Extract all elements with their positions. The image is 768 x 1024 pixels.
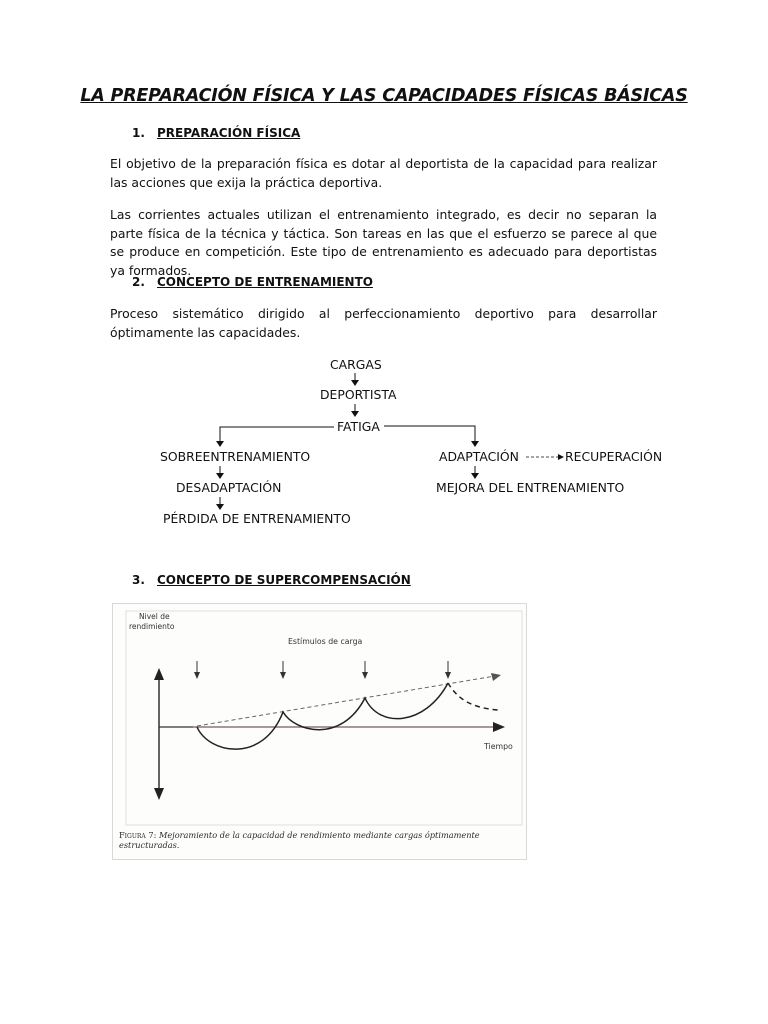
arrowhead-icon: [471, 441, 479, 447]
node-mejora: MEJORA DEL ENTRENAMIENTO: [436, 480, 625, 495]
trend-arrow-icon: [491, 673, 501, 681]
arrowhead-icon: [471, 473, 479, 479]
stimulus-arrow-icon: [445, 672, 451, 679]
x-axis-arrow-icon: [493, 722, 505, 732]
node-deportista: DEPORTISTA: [320, 387, 397, 402]
caption-text: Mejoramiento de la capacidad de rendimiento mediante cargas óptimamente estructuradas.: [119, 830, 480, 850]
stimulus-arrow-icon: [362, 672, 368, 679]
stimulus-label: Estímulos de carga: [288, 637, 363, 646]
stimulus-arrows: [197, 661, 448, 674]
node-perdida: PÉRDIDA DE ENTRENAMIENTO: [163, 511, 351, 526]
arrowhead-icon: [351, 411, 359, 417]
node-recuperacion: RECUPERACIÓN: [565, 449, 663, 464]
section-number: 2.: [132, 275, 145, 289]
node-desadaptacion: DESADAPTACIÓN: [176, 480, 282, 495]
section-number: 3.: [132, 573, 145, 587]
node-fatiga: FATIGA: [337, 419, 380, 434]
x-axis-label: Tiempo: [484, 742, 513, 751]
paragraph-text: El objetivo de la preparación física es dotar al deportista de la capacidad para realizar las acciones que exija la práctica deportiva.: [110, 156, 657, 190]
stimulus-arrow-icon: [194, 672, 200, 679]
section-heading-preparacion: [132, 126, 300, 140]
arrowhead-icon: [216, 504, 224, 510]
trend-line: [197, 676, 495, 726]
arrowhead-icon: [351, 380, 359, 386]
arrowhead-icon: [558, 454, 564, 460]
y-axis-label-1: Nivel de: [139, 612, 170, 621]
paragraph-corrientes: [110, 206, 657, 280]
section-title: PREPARACIÓN FÍSICA: [157, 126, 301, 140]
section-title: CONCEPTO DE ENTRENAMIENTO: [157, 275, 373, 289]
arrow-fatiga-adaptacion: [384, 426, 475, 444]
section-number: 1.: [132, 126, 145, 140]
y-axis-label-2: rendimiento: [129, 622, 175, 631]
node-sobreentrenamiento: SOBREENTRENAMIENTO: [160, 449, 311, 464]
paragraph-text: Las corrientes actuales utilizan el entrenamiento integrado, es decir no separan la parte física de la técnica y táctica. Son tareas en las que el esfuerzo se parece al que se produce en competición. Este tipo de entrenamiento es adecuado para deportistas ya formados.: [110, 207, 657, 278]
paragraph-proceso: [110, 305, 657, 342]
y-axis-down-arrow-icon: [154, 788, 164, 800]
arrowhead-icon: [216, 473, 224, 479]
paragraph-text: Proceso sistemático dirigido al perfeccionamiento deportivo para desarrollar óptimamente las capacidades.: [110, 306, 657, 340]
paragraph-objetivo: [110, 155, 657, 192]
page-title: LA PREPARACIÓN FÍSICA Y LAS CAPACIDADES FÍSICAS BÁSICAS: [80, 86, 688, 106]
y-axis-up-arrow-icon: [154, 668, 164, 680]
node-cargas: CARGAS: [330, 357, 382, 372]
figure-caption: [119, 830, 524, 850]
arrow-fatiga-sobreentrenamiento: [220, 427, 334, 444]
supercompensation-figure: [112, 603, 527, 860]
stimulus-arrow-icon: [280, 672, 286, 679]
arrowhead-icon: [216, 441, 224, 447]
caption-label: Figura 7:: [119, 830, 157, 840]
section-heading-supercompensacion: [132, 573, 411, 587]
node-adaptacion: ADAPTACIÓN: [439, 449, 519, 464]
section-title: CONCEPTO DE SUPERCOMPENSACIÓN: [157, 573, 411, 587]
section-heading-entrenamiento: [132, 275, 373, 289]
supercompensation-plot: [113, 604, 526, 859]
performance-decline: [448, 683, 498, 710]
performance-curve: [197, 683, 448, 749]
